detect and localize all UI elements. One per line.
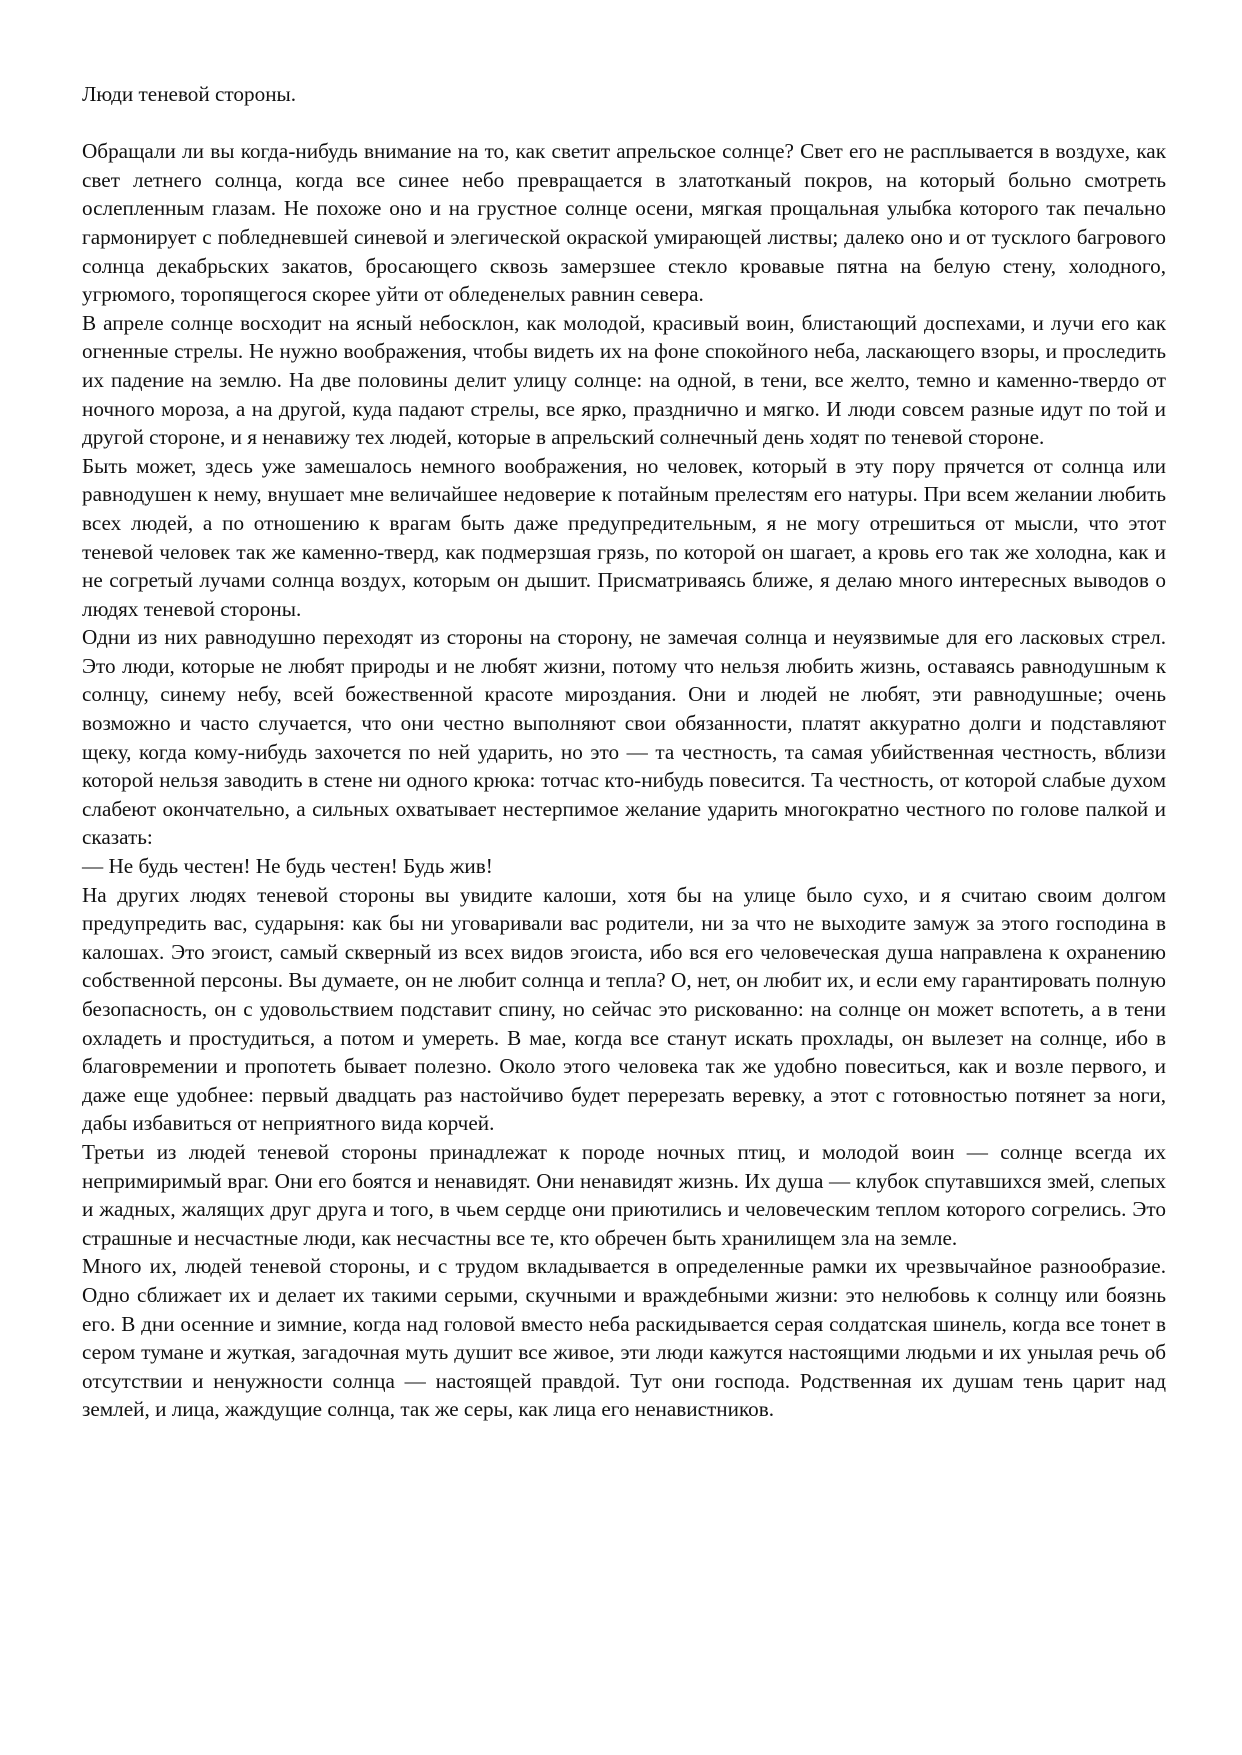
paragraph-shadow-man: Быть может, здесь уже замешалось немного воображения, но человек, который в эту пору прячется от солнца или равнодушен к нему, внушает мне величайшее недоверие к потайным прелестям его натуры. При всем желании любить всех людей, а по отношению к врагам быть даже предупредительным, я не могу отрешиться от мысли, что этот теневой человек так же каменно-тверд, как подмерзшая грязь, по которой он шагает, а кровь его так же холодна, как и не согретый лучами солнца воздух, которым он дышит. Присматриваясь ближе, я делаю много интересных выводов о людях теневой стороны. — [82, 453, 1166, 621]
paragraph-many-of-them: Много их, людей теневой стороны, и с трудом вкладывается в определенные рамки их чрезвычайное разнообразие. Одно сближает их и делает их такими серыми, скучными и враждебными жизни: это нелюбовь к солнцу или боязнь его. В дни осенние и зимние, когда над головой вместо неба раскидывается серая солдатская шинель, когда все тонет в сером тумане и жуткая, загадочная муть душит все живое, эти люди кажутся настоящими людьми и их унылая речь об отсутствии и ненужности солнца — настоящей правдой. Тут они господа. Родственная их душам тень царит над землей, и лица, жаждущие солнца, так же серы, как лица его ненавистников. — [82, 1254, 1166, 1422]
paragraph-april-sun: Обращали ли вы когда-нибудь внимание на то, как светит апрельское солнце? Свет его не расплывается в воздухе, как свет летнего солнца, когда все синее небо превращается в златотканый покров, на который больно смотреть ослепленным глазам. Не похоже оно и на грустное солнце осени, мягкая прощальная улыбка которого так печально гармонирует с побледневшей синевой и элегической окраской умирающей листвы; далеко оно и от тусклого багрового солнца декабрьских закатов, бросающего сквозь замерзшее стекло кровавые пятна на белую стену, холодного, угрюмого, торопящегося скорее уйти от обледенелых равнин севера. — [82, 139, 1166, 307]
paragraph-galoshes: На других людях теневой стороны вы увидите калоши, хотя бы на улице было сухо, и я считаю своим долгом предупредить вас, сударыня: как бы ни уговаривали вас родители, ни за что не выходите замуж за этого господина в калошах. Это эгоист, самый скверный из всех видов эгоиста, ибо вся его человеческая душа направлена к охранению собственной персоны. Вы думаете, он не любит солнца и тепла? О, нет, он любит их, и если ему гарантировать полную безопасность, он с удовольствием подставит спину, но сейчас это рискованно: на солнце он может вспотеть, а в тени охладеть и простудиться, а потом и умереть. В мае, когда все станут искать прохлады, он вылезет на солнце, ибо в благовремении и пропотеть бывает полезно. Около этого человека так же удобно повеситься, как и возле первого, и даже еще удобнее: первый двадцать раз настойчиво будет перерезать веревку, а этот с готовностью потянет за ноги, дабы избавиться от неприятного вида корчей. — [82, 882, 1166, 1136]
paragraph-indifferent: Одни из них равнодушно переходят из стороны на сторону, не замечая солнца и неуязвимые для его ласковых стрел. Это люди, которые не любят природы и не любят жизни, потому что нельзя любить жизнь, оставаясь равнодушным к солнцу, синему небу, всей божественной красоте мироздания. Они и людей не любят, эти равнодушные; очень возможно и часто случается, что они честно выполняют свои обязанности, платят аккуратно долги и подставляют щеку, когда кому-нибудь захочется по ней ударить, но это — та честность, та самая убийственная честность, вблизи которой нельзя заводить в стене ни одного крюка: тотчас кто-нибудь повесится. Та честность, от которой слабые духом слабеют окончательно, а сильных охватывает нестерпимое желание ударить многократно честного по голове палкой и сказать: — [82, 625, 1166, 850]
paragraph-night-birds: Третьи из людей теневой стороны принадлежат к породе ночных птиц, и молодой воин — солнце всегда их непримиримый враг. Они его боятся и ненавидят. Они ненавидят жизнь. Их душа — клубок спутавшихся змей, слепых и жадных, жалящих друг друга и того, в чьем сердце они приютились и человеческим теплом которого согрелись. Это страшные и несчастные люди, как несчастны все те, кто обречен быть хранилищем зла на земле. — [82, 1139, 1166, 1250]
document-page — [82, 80, 1166, 1424]
paragraph-april-warrior: В апреле солнце восходит на ясный небосклон, как молодой, красивый воин, блистающий доспехами, и лучи его как огненные стрелы. Не нужно воображения, чтобы видеть их на фоне спокойного неба, ласкающего взоры, и проследить их падение на землю. На две половины делит улицу солнце: на одной, в тени, все желто, темно и каменно-твердо от ночного мороза, а на другой, куда падают стрелы, все ярко, празднично и мягко. И люди совсем разные идут по той и другой стороне, и я ненавижу тех людей, которые в апрельский солнечный день ходят по теневой стороне. — [82, 310, 1166, 450]
dialogue-line: — Не будь честен! Не будь честен! Будь жив! — [82, 854, 493, 879]
document-title: Люди теневой стороны. — [82, 82, 297, 106]
